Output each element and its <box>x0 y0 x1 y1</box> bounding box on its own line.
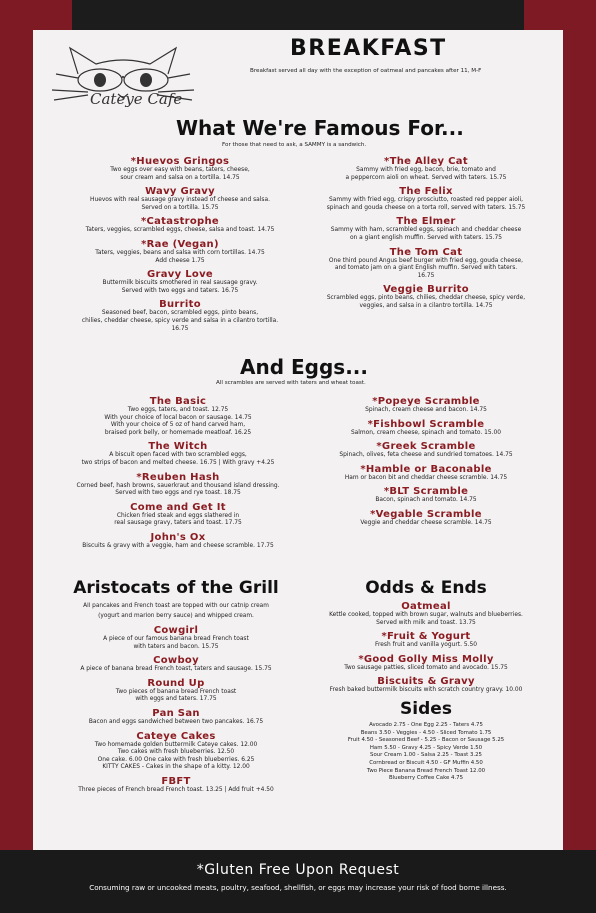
menu-item-description: Served with milk and toast. 13.75 <box>376 619 476 626</box>
menu-item-description: 16.75 <box>417 272 435 279</box>
sides-line: Blueberry Coffee Cake 4.75 <box>388 775 464 782</box>
menu-item-name: Gravy Love <box>147 269 213 281</box>
menu-item-name: Biscuits & Gravy <box>377 676 475 688</box>
menu-item-description: Veggie and cheddar cheese scramble. 14.75 <box>360 519 492 526</box>
menu-item <box>306 419 546 438</box>
menu-item <box>60 299 300 333</box>
menu-item <box>46 776 306 795</box>
breakfast-title: BREAKFAST <box>290 36 447 61</box>
menu-item-name: The Basic <box>149 396 207 407</box>
grill-column <box>46 578 306 799</box>
menu-item-description: Sammy with fried egg, bacon, brie, tomato and <box>356 167 496 173</box>
intro-line: (yogurt and marion berry sauce) and whipped cream. <box>98 613 254 619</box>
menu-item-name: *The Alley Cat <box>384 156 468 167</box>
menu-item-description: One third pound Angus beef burger with fried egg, gouda cheese, <box>328 257 524 264</box>
menu-item-name: Cowgirl <box>153 625 199 636</box>
menu-item-description: A piece of banana bread French toast, taters and sausage. 15.75 <box>80 666 272 673</box>
sides-line: Sour Cream 1.00 - Salsa 2.25 - Toast 3.25 <box>370 752 482 759</box>
menu-item-name: The Elmer <box>396 216 456 228</box>
menu-item-description: Sammy with ham, scrambled eggs, spinach and cheddar cheese <box>330 227 522 234</box>
menu-item-description: Bacon and eggs sandwiched between two pancakes. 16.75 <box>88 718 264 725</box>
menu-item-description: Bacon, spinach and tomato. 14.75 <box>375 497 477 504</box>
sides-line: Ham 5.50 - Gravy 4.25 - Spicy Verde 1.50 <box>369 744 483 751</box>
menu-item <box>60 156 300 182</box>
menu-item <box>306 654 546 673</box>
eggs-left-column <box>58 396 298 555</box>
menu-item <box>306 464 546 483</box>
menu-item-name: FBFT <box>161 775 191 787</box>
menu-item-description: Two homemade golden buttermilk Cateye cakes. 12.00 <box>94 741 258 748</box>
menu-item-name: Pan San <box>152 707 200 719</box>
menu-item-name: *Catastrophe <box>140 216 220 228</box>
menu-item-name: *Huevos Gringos <box>130 156 230 167</box>
grill-title: Aristocats of the Grill <box>73 578 279 598</box>
famous-subtitle: For those that need to ask, a SAMMY is a sandwich. <box>222 142 367 148</box>
menu-item <box>46 708 306 727</box>
grill-intro <box>46 601 306 621</box>
menu-item <box>306 601 546 627</box>
menu-item-name: *Rae (Vegan) <box>141 238 219 250</box>
menu-item-description: Sammy with fried egg, crispy prosciutto, roasted red pepper aioli, <box>329 197 523 204</box>
menu-item-description: and tomato jam on a giant English muffin. Served with taters. <box>334 265 518 272</box>
eggs-title: And Eggs... <box>240 355 368 379</box>
menu-item-description: a peppercorn aioli on wheat. Served with taters. 15.75 <box>345 174 507 181</box>
menu-item <box>58 502 298 528</box>
menu-item <box>60 216 300 235</box>
menu-item <box>306 509 546 528</box>
menu-item-description: Huevos with real sausage gravy instead of cheese and salsa. <box>90 197 270 204</box>
menu-item-description: A piece of our famous banana bread French toast <box>103 636 249 642</box>
breakfast-subtitle: Breakfast served all day with the exception of oatmeal and pancakes after 11, M-F <box>250 68 482 74</box>
menu-item-name: *Popeye Scramble <box>372 396 480 407</box>
menu-item-name: *Good Golly Miss Molly <box>358 653 494 665</box>
odds-title: Odds & Ends <box>365 578 487 598</box>
menu-item-name: Veggie Burrito <box>383 284 469 296</box>
menu-item <box>58 441 298 467</box>
menu-item <box>60 186 300 212</box>
menu-item-description: Fresh fruit and vanilla yogurt. 5.50 <box>375 642 477 649</box>
menu-item-description: on a giant english muffin. Served with taters. 15.75 <box>349 234 503 241</box>
menu-item-description: Seasoned beef, bacon, scrambled eggs, pinto beans, <box>101 310 259 317</box>
menu-item-description: Add cheese 1.75 <box>155 257 205 264</box>
menu-item <box>58 472 298 498</box>
menu-item-name: The Tom Cat <box>389 246 463 258</box>
menu-item-description: Corned beef, hash browns, sauerkraut and thousand island dressing. <box>76 482 280 489</box>
eggs-right-column <box>306 396 546 532</box>
menu-item-description: Taters, veggies, scrambled eggs, cheese, salsa and toast. 14.75 <box>85 227 275 234</box>
menu-item-description: real sausage gravy, taters and toast. 17.75 <box>114 520 242 527</box>
menu-item <box>306 486 546 505</box>
sides-line: Fruit 4.50 - Seasoned Beef - 5.25 - Bacon or Sausage 5.25 <box>347 737 505 744</box>
menu-item-description: with taters and bacon. 15.75 <box>133 643 219 650</box>
menu-item-name: The Felix <box>399 186 453 198</box>
menu-item-name: Wavy Gravy <box>145 186 215 198</box>
menu-item-description: Biscuits & gravy with a veggie, ham and cheese scramble. 17.75 <box>82 542 274 549</box>
menu-item-description: Served on a tortilla. 15.75 <box>141 204 219 211</box>
menu-item-name: Cateye Cakes <box>136 730 216 742</box>
menu-item-description: Kettle cooked, topped with brown sugar, walnuts and blueberries. <box>329 612 523 618</box>
menu-item-description: braised pork belly, or homemade meatloaf. 16.25 <box>104 429 252 436</box>
menu-item-description: Spinach, olives, feta cheese and sundried tomatoes. 14.75 <box>339 452 513 459</box>
sides-line: Beans 3.50 - Veggies - 4.50 - Sliced Tomato 1.75 <box>360 729 492 736</box>
sides-line: Cornbread or Biscuit 4.50 - GF Muffin 4.50 <box>369 759 483 766</box>
menu-item-description: 16.75 <box>171 325 189 332</box>
menu-item <box>306 441 546 460</box>
menu-item <box>306 676 546 695</box>
menu-item <box>306 186 546 212</box>
menu-item-name: Oatmeal <box>401 601 451 612</box>
menu-item-description: Taters, veggies, beans and salsa with corn tortillas. 14.75 <box>95 249 265 256</box>
menu-item <box>60 239 300 265</box>
menu-item-description: Ham or bacon bit and cheddar cheese scramble. 14.75 <box>344 474 508 481</box>
logo-text: Cateye Cafe <box>90 90 183 108</box>
menu-item-name: The Witch <box>148 441 208 453</box>
menu-item-name: Cowboy <box>153 655 199 667</box>
menu-item-description: Served with two eggs and taters. 16.75 <box>121 287 239 294</box>
footer <box>0 850 596 913</box>
menu-item-description: KITTY CAKES - Cakes in the shape of a kitty. 12.00 <box>102 764 250 771</box>
intro-line: All pancakes and French toast are topped with our catnip cream <box>83 603 269 609</box>
menu-item-description: Two sausage patties, sliced tomato and avocado. 15.75 <box>344 664 508 671</box>
grill-items <box>46 625 306 795</box>
menu-item-description: Two eggs, taters, and toast. 12.75 <box>127 407 229 413</box>
menu-item <box>60 269 300 295</box>
menu-item-description: Chicken fried steak and eggs slathered in <box>116 512 240 519</box>
sides-line: Avocado 2.75 - One Egg 2.25 - Taters 4.75 <box>369 721 483 728</box>
menu-item-description: veggies, and salsa in a cilantro tortilla. 14.75 <box>359 302 493 309</box>
sides-line: Two Piece Banana Bread French Toast 12.00 <box>366 767 486 774</box>
menu-item-description: two strips of bacon and melted cheese. 16.75 | With gravy +4.25 <box>81 459 275 466</box>
menu-item <box>306 156 546 182</box>
menu-item-description: Spinach, cream cheese and bacon. 14.75 <box>365 407 487 413</box>
menu-item-description: Buttermilk biscuits smothered in real sausage gravy. <box>102 280 258 287</box>
menu-item-description: Two pieces of banana bread French toast <box>115 688 237 695</box>
menu-item-description: A biscuit open faced with two scrambled eggs, <box>109 452 247 459</box>
menu-item <box>46 625 306 651</box>
sides-title: Sides <box>400 698 452 719</box>
menu-item-name: *Vegable Scramble <box>370 508 482 520</box>
odds-items <box>306 601 546 695</box>
menu-item-description: with eggs and taters. 17.75 <box>135 696 217 703</box>
menu-item <box>58 532 298 551</box>
menu-item-name: *BLT Scramble <box>383 486 469 498</box>
menu-item-description: Salmon, cream cheese, spinach and tomato. 15.00 <box>350 429 502 436</box>
menu-item-description: Two eggs over easy with beans, taters, cheese, <box>110 167 250 173</box>
sides-list <box>306 722 546 783</box>
menu-item-description: Three pieces of French bread French toast. 13.25 | Add fruit +4.50 <box>78 786 274 793</box>
top-band <box>72 0 524 30</box>
menu-item <box>46 655 306 674</box>
menu-item-description: One cake. 6.00 One cake with fresh blueberries. 6.25 <box>97 756 255 763</box>
menu-item-name: Come and Get It <box>130 501 226 513</box>
famous-title: What We're Famous For... <box>176 116 464 140</box>
menu-item-description: With your choice of local bacon or sausage. 14.75 <box>104 414 252 421</box>
menu-item-description: Two cakes with fresh blueberries. 12.50 <box>117 749 235 756</box>
menu-item-description: chilies, cheddar cheese, spicy verde and salsa in a cilantro tortilla. <box>81 317 279 324</box>
eggs-subtitle: All scrambles are served with taters and wheat toast. <box>216 380 366 386</box>
menu-item-description: spinach and gouda cheese on a torta roll, served with taters. 15.75 <box>326 204 526 211</box>
menu-item-name: John's Ox <box>150 531 206 543</box>
menu-item-description: sour cream and salsa on a tortilla. 14.75 <box>120 174 240 181</box>
menu-item-name: *Fruit & Yogurt <box>381 631 471 643</box>
menu-item-description: Scrambled eggs, pinto beans, chilies, cheddar cheese, spicy verde, <box>326 295 526 302</box>
food-safety-note: Consuming raw or uncooked meats, poultry, seafood, shellfish, or eggs may increase your risk of food borne illness. <box>89 883 507 892</box>
menu-item <box>306 216 546 242</box>
famous-right-column <box>306 156 546 315</box>
menu-item <box>58 396 298 437</box>
menu-item-description: Served with two eggs and rye toast. 18.75 <box>115 490 241 497</box>
gluten-free-note: *Gluten Free Upon Request <box>196 862 400 878</box>
menu-item <box>46 678 306 704</box>
menu-item-description: With your choice of 5 oz of hand carved ham, <box>110 422 246 429</box>
menu-item-name: Round Up <box>147 677 205 689</box>
famous-left-column <box>60 156 300 337</box>
menu-item-name: *Reuben Hash <box>136 471 220 483</box>
menu-item-name: *Hamble or Baconable <box>360 463 492 475</box>
menu-item-name: *Fishbowl Scramble <box>367 418 485 430</box>
menu-item <box>306 284 546 310</box>
odds-column <box>306 578 546 783</box>
menu-item <box>306 247 546 281</box>
menu-item-description: Fresh baked buttermilk biscuits with scratch country gravy. 10.00 <box>329 687 523 694</box>
menu-item <box>306 631 546 650</box>
menu-item <box>306 396 546 415</box>
menu-item-name: *Greek Scramble <box>376 441 476 453</box>
menu-item <box>46 731 306 772</box>
menu-item-name: Burrito <box>159 299 201 311</box>
